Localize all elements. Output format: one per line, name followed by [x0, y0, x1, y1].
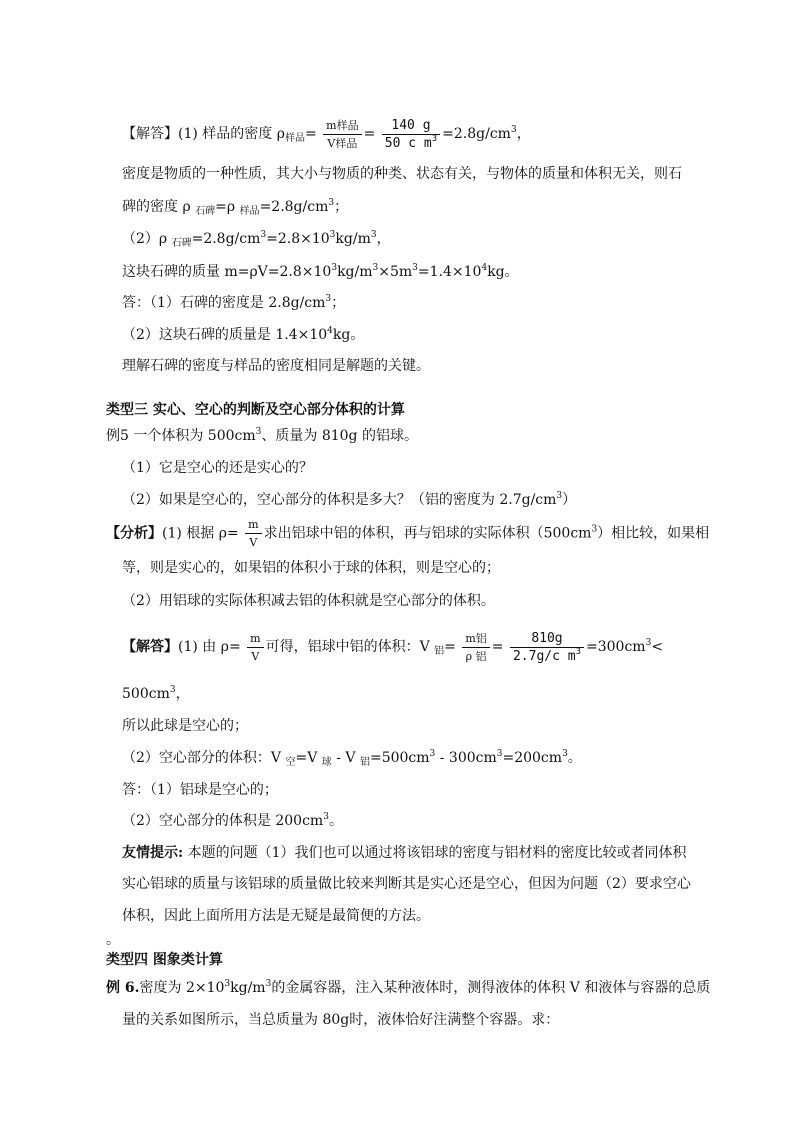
solution-line-4: （2）ρ $_{石碑}=2.8g/cm^3=2.8\times 10^3kg/m^3$， [122, 230, 391, 249]
answer-aluminum-line-1: 答：（1）铝球是空心的； [122, 782, 278, 798]
tip-line-3: 体积，因此上面所用方法是无疑是最简便的方法。 [122, 908, 430, 924]
solution-aluminum-line-2: $500cm^3$， [122, 685, 190, 702]
solution-aluminum-line-3: 所以此球是空心的； [122, 718, 248, 734]
solution-line-5: 这块石碑的质量 $m=\rho V=2.8\times 10^3kg/m^3\times 5m^3=1.4\times 10^4kg$。 [122, 263, 519, 280]
solution-line-2: 密度是物质的一种性质，其大小与物质的种类、状态有关，与物体的质量和体积无关，则石 [122, 166, 682, 182]
solution-line-3: 碑的密度 ρ $_{石碑}$=ρ $_{样品}=2.8g/cm^3$； [122, 198, 349, 217]
section-title-type4: 类型四 图象类计算 [106, 952, 223, 968]
key-note: 理解石碑的密度与样品的密度相同是解题的关键。 [122, 358, 430, 374]
tip-line-2: 实心铝球的质量与该铝球的质量做比较来判断其是实心还是空心，但因为问题（2）要求空心 [122, 876, 691, 892]
fraction-810-2-7: $\frac{810g}{2.7g/c m^3}$ [510, 630, 584, 665]
example-5: 例5 一个体积为 $500cm^3$、质量为 810g 的铝球。 [106, 427, 418, 444]
fraction-m-over-v-2: $\frac{m}{V}$ [247, 630, 263, 665]
answer-aluminum-line-2: （2）空心部分的体积是 $200cm^3$。 [122, 812, 343, 829]
analysis-line-3: （2）用铝球的实际体积减去铝的体积就是空心部分的体积。 [122, 593, 495, 609]
fraction-140-50: $\frac{140 g}{50 c m^3}$ [382, 117, 440, 152]
answer-line-1: 答：（1）石碑的密度是 $2.8g/cm^3$； [122, 294, 346, 311]
fraction-m-al-over-rho-al: $\frac{\text{m铝}}{\text{ρ 铝}}$ [462, 630, 489, 665]
stray-period: 。 [106, 932, 120, 948]
solution-aluminum-line-1: 【解答】(1) 由 ρ= $\frac{m}{V}$ 可得，铝球中铝的体积：V $_铝$= $\frac{\text{m铝}}{\text{ρ 铝}}$ = $\frac{810g}{2.7g/c m^3}$ $=300cm^3<$ [122, 630, 664, 664]
solution-line-1: 【解答】(1) 样品的密度 $\rho_{样品}=$ $\frac{\text{m样品}}{\text{V样品}}$ = $\frac{140 g}{50 c m^3}$ $=2.8g/cm^3$， [122, 117, 531, 151]
answer-line-2: （2）这块石碑的质量是 $1.4\times 10^4kg$。 [122, 326, 365, 343]
example-6-line-2: 量的关系如图所示，当总质量为 80g时，液体恰好注满整个容器。求： [122, 1012, 560, 1028]
analysis-line-2: 等，则是实心的，如果铝的体积小于球的体积，则是空心的； [122, 560, 500, 576]
fraction-m-over-v: $\frac{m}{V}$ [245, 516, 261, 551]
question-2: （2）如果是空心的，空心部分的体积是多大？（铝的密度为 $2.7g/cm^3$） [122, 491, 577, 508]
question-1: （1）它是空心的还是实心的？ [122, 460, 313, 476]
fraction-density-sample: $\frac{\text{m样品}}{\text{V样品}}$ [323, 117, 361, 152]
analysis-line-1: 【分析】(1) 根据 ρ= $\frac{m}{V}$ 求出铝球中铝的体积，再与铝球的实际体积$(500cm^3)$相比较，如果相 [106, 518, 710, 549]
tip-line-1: 友情提示: 本题的问题（1）我们也可以通过将该铝球的密度与铝材料的密度比较或者同体积 [122, 845, 687, 861]
example-6-line-1: 例 6.密度为 $2\times 10^3kg/m^3$的金属容器，注入某种液体时，测得液体的体积 V 和液体与容器的总质 [106, 979, 711, 996]
section-title-type3: 类型三 实心、空心的判断及空心部分体积的计算 [106, 402, 405, 418]
solution-aluminum-line-4: （2）空心部分的体积：V $_空$=V $_球$ - V $_铝=500cm^3 - 300cm^3=200cm^3$。 [122, 749, 582, 768]
